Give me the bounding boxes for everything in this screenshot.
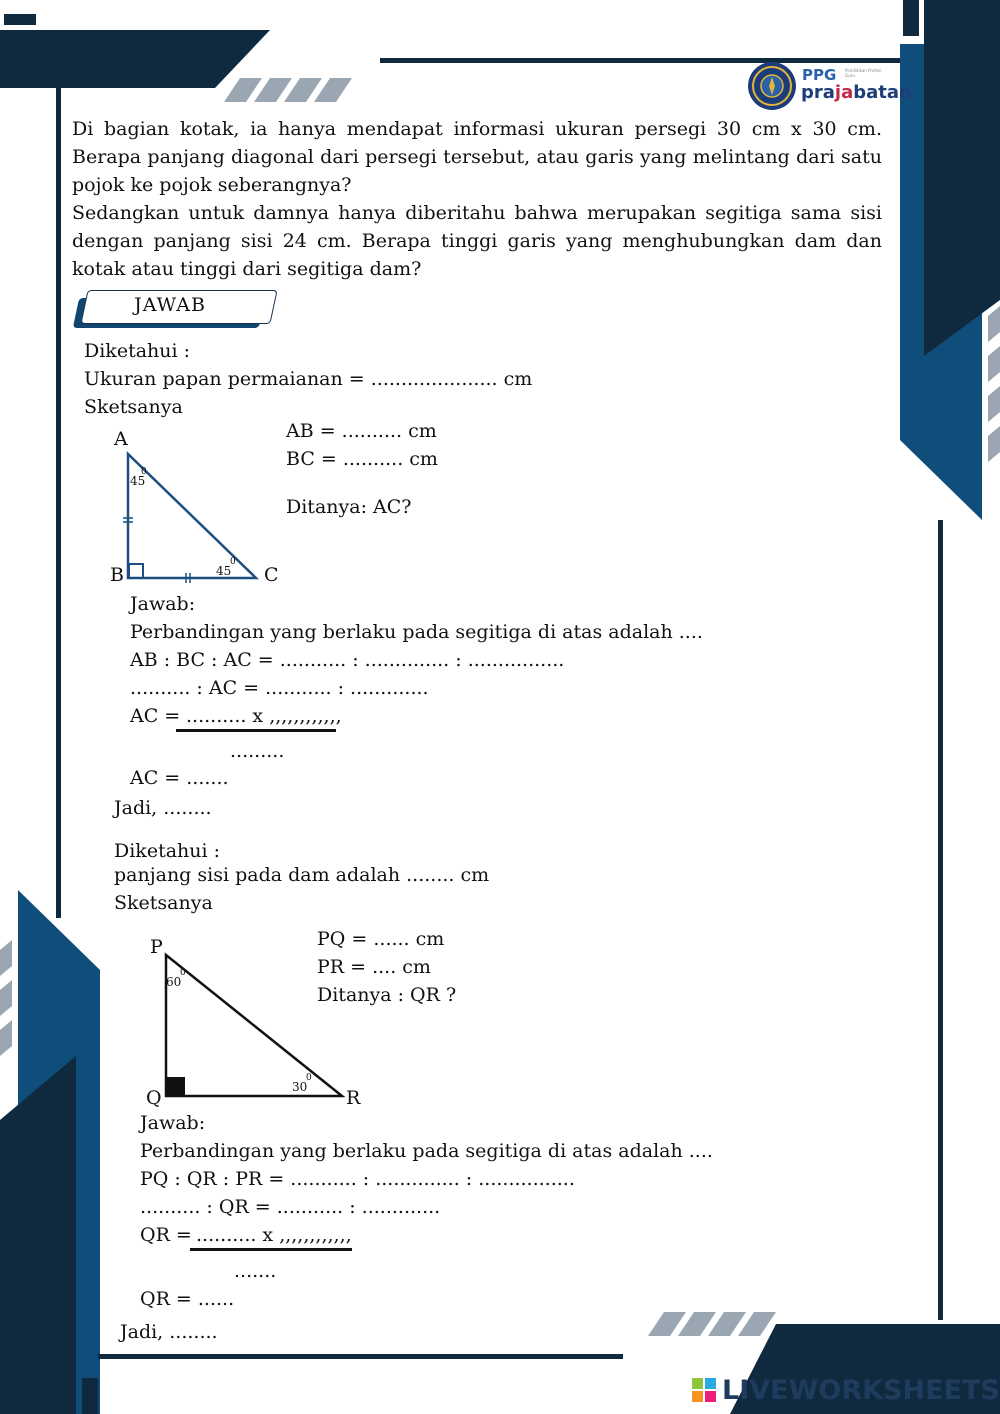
p2-given-pr: PR = .... cm (317, 956, 431, 978)
angle-c-degree: 0 (230, 557, 236, 567)
p2-qr-result: QR = ...... (140, 1288, 235, 1310)
right-angle-q-marker (167, 1077, 185, 1096)
p1-sketsa: Sketsanya (84, 396, 183, 418)
right-angle-b-marker (129, 564, 143, 578)
right-line (938, 520, 943, 1320)
p1-jadi: Jadi, ........ (114, 797, 212, 819)
p2-qr-eq: QR = (140, 1224, 192, 1246)
triangle-abc (128, 454, 256, 578)
jawab-badge-label: JAWAB (134, 294, 206, 316)
logo-prajabatan-text: prajabatan (801, 82, 912, 103)
bottom-stripes (648, 1312, 776, 1336)
liveworksheets-brand: LIVEWORKSHEETS (722, 1375, 1000, 1406)
vertex-a-label: A (114, 428, 128, 450)
p2-ditanya: Ditanya : QR ? (317, 984, 457, 1006)
vertex-p-label: P (150, 936, 163, 958)
angle-c-label: 45 (216, 564, 232, 578)
p2-jadi: Jadi, ........ (120, 1321, 218, 1343)
p2-diketahui: Diketahui : (114, 840, 221, 862)
p1-ac-numerator: .......... x ,,,,,,,,,,,, (186, 705, 342, 727)
p2-jawab: Jawab: (140, 1112, 206, 1134)
vertex-c-label: C (264, 564, 279, 586)
intro-paragraph-1: Di bagian kotak, ia hanya mendapat informasi ukuran persegi 30 cm x 30 cm. Berapa panjang diagonal dari persegi tersebut, atau garis yang melintang dari satu pojok ke pojok seberangnya? (72, 118, 882, 196)
p2-qr-denominator: ....... (234, 1260, 277, 1282)
p1-given-ab: AB = .......... cm (286, 420, 437, 442)
logo-subtitle: Pendidikan Profesi Guru (845, 68, 882, 78)
p2-ratio-2: .......... : QR = ........... : ............. (140, 1196, 441, 1218)
p1-fraction-line (176, 729, 336, 732)
p2-perbandingan: Perbandingan yang berlaku pada segitiga di atas adalah .... (140, 1140, 713, 1162)
bottom-left-bar (82, 1378, 98, 1414)
p1-ditanya: Ditanya: AC? (286, 496, 412, 518)
p2-fraction-line (190, 1248, 352, 1251)
left-stripes (0, 940, 12, 1056)
p1-ac-result: AC = ....... (130, 767, 229, 789)
angle-p-label: 60 (166, 975, 182, 989)
angle-p-degree: 0 (180, 968, 186, 978)
top-left-small-bar (4, 14, 36, 25)
p1-ukuran: Ukuran papan permaianan = ..................... cm (84, 368, 533, 390)
vertex-b-label: B (110, 564, 124, 586)
p2-sketsa: Sketsanya (114, 892, 213, 914)
angle-r-label: 30 (292, 1080, 308, 1094)
p1-given-bc: BC = .......... cm (286, 448, 438, 470)
logo-ppg-text: PPG (802, 66, 837, 84)
intro-paragraph-2: Sedangkan untuk damnya hanya diberitahu bahwa merupakan segitiga sama sisi dengan panjang sisi 24 cm. Berapa tinggi garis yang menghubungkan dam dan kotak atau tinggi dari segitiga dam? (72, 202, 882, 280)
angle-a-label: 45 (130, 474, 146, 488)
p1-ratio-2: .......... : AC = ........... : ............. (130, 677, 429, 699)
angle-r-degree: 0 (306, 1073, 312, 1083)
p1-diketahui: Diketahui : (84, 340, 191, 362)
right-navy-shape (924, 0, 1000, 356)
p2-panjang: panjang sisi pada dam adalah ........ cm (114, 864, 490, 886)
p1-perbandingan: Perbandingan yang berlaku pada segitiga di atas adalah .... (130, 621, 703, 643)
p1-ac-eq: AC = (130, 705, 181, 727)
p1-ratio: AB : BC : AC = ........... : .............. : ................ (130, 649, 565, 671)
vertex-q-label: Q (146, 1087, 162, 1109)
top-stripes (224, 78, 352, 102)
p2-ratio: PQ : QR : PR = ........... : .............. : ................ (140, 1168, 575, 1190)
p2-qr-numerator: .......... x ,,,,,,,,,,,, (196, 1224, 352, 1246)
right-stripes (988, 306, 1000, 462)
liveworksheets-logo-icon (692, 1378, 716, 1402)
vertex-r-label: R (346, 1087, 361, 1109)
top-line (380, 58, 900, 63)
top-left-banner (0, 30, 270, 88)
bottom-line (98, 1354, 623, 1359)
p1-jawab: Jawab: (130, 593, 196, 615)
left-line (56, 88, 61, 918)
university-seal-icon (746, 60, 798, 112)
p2-given-pq: PQ = ...... cm (317, 928, 445, 950)
bottom-left-navy-shape (0, 1056, 76, 1414)
triangle-pqr (166, 955, 342, 1096)
top-right-bar (903, 0, 919, 36)
angle-a-degree: 0 (141, 467, 147, 477)
p1-ac-denominator: ......... (230, 740, 285, 762)
